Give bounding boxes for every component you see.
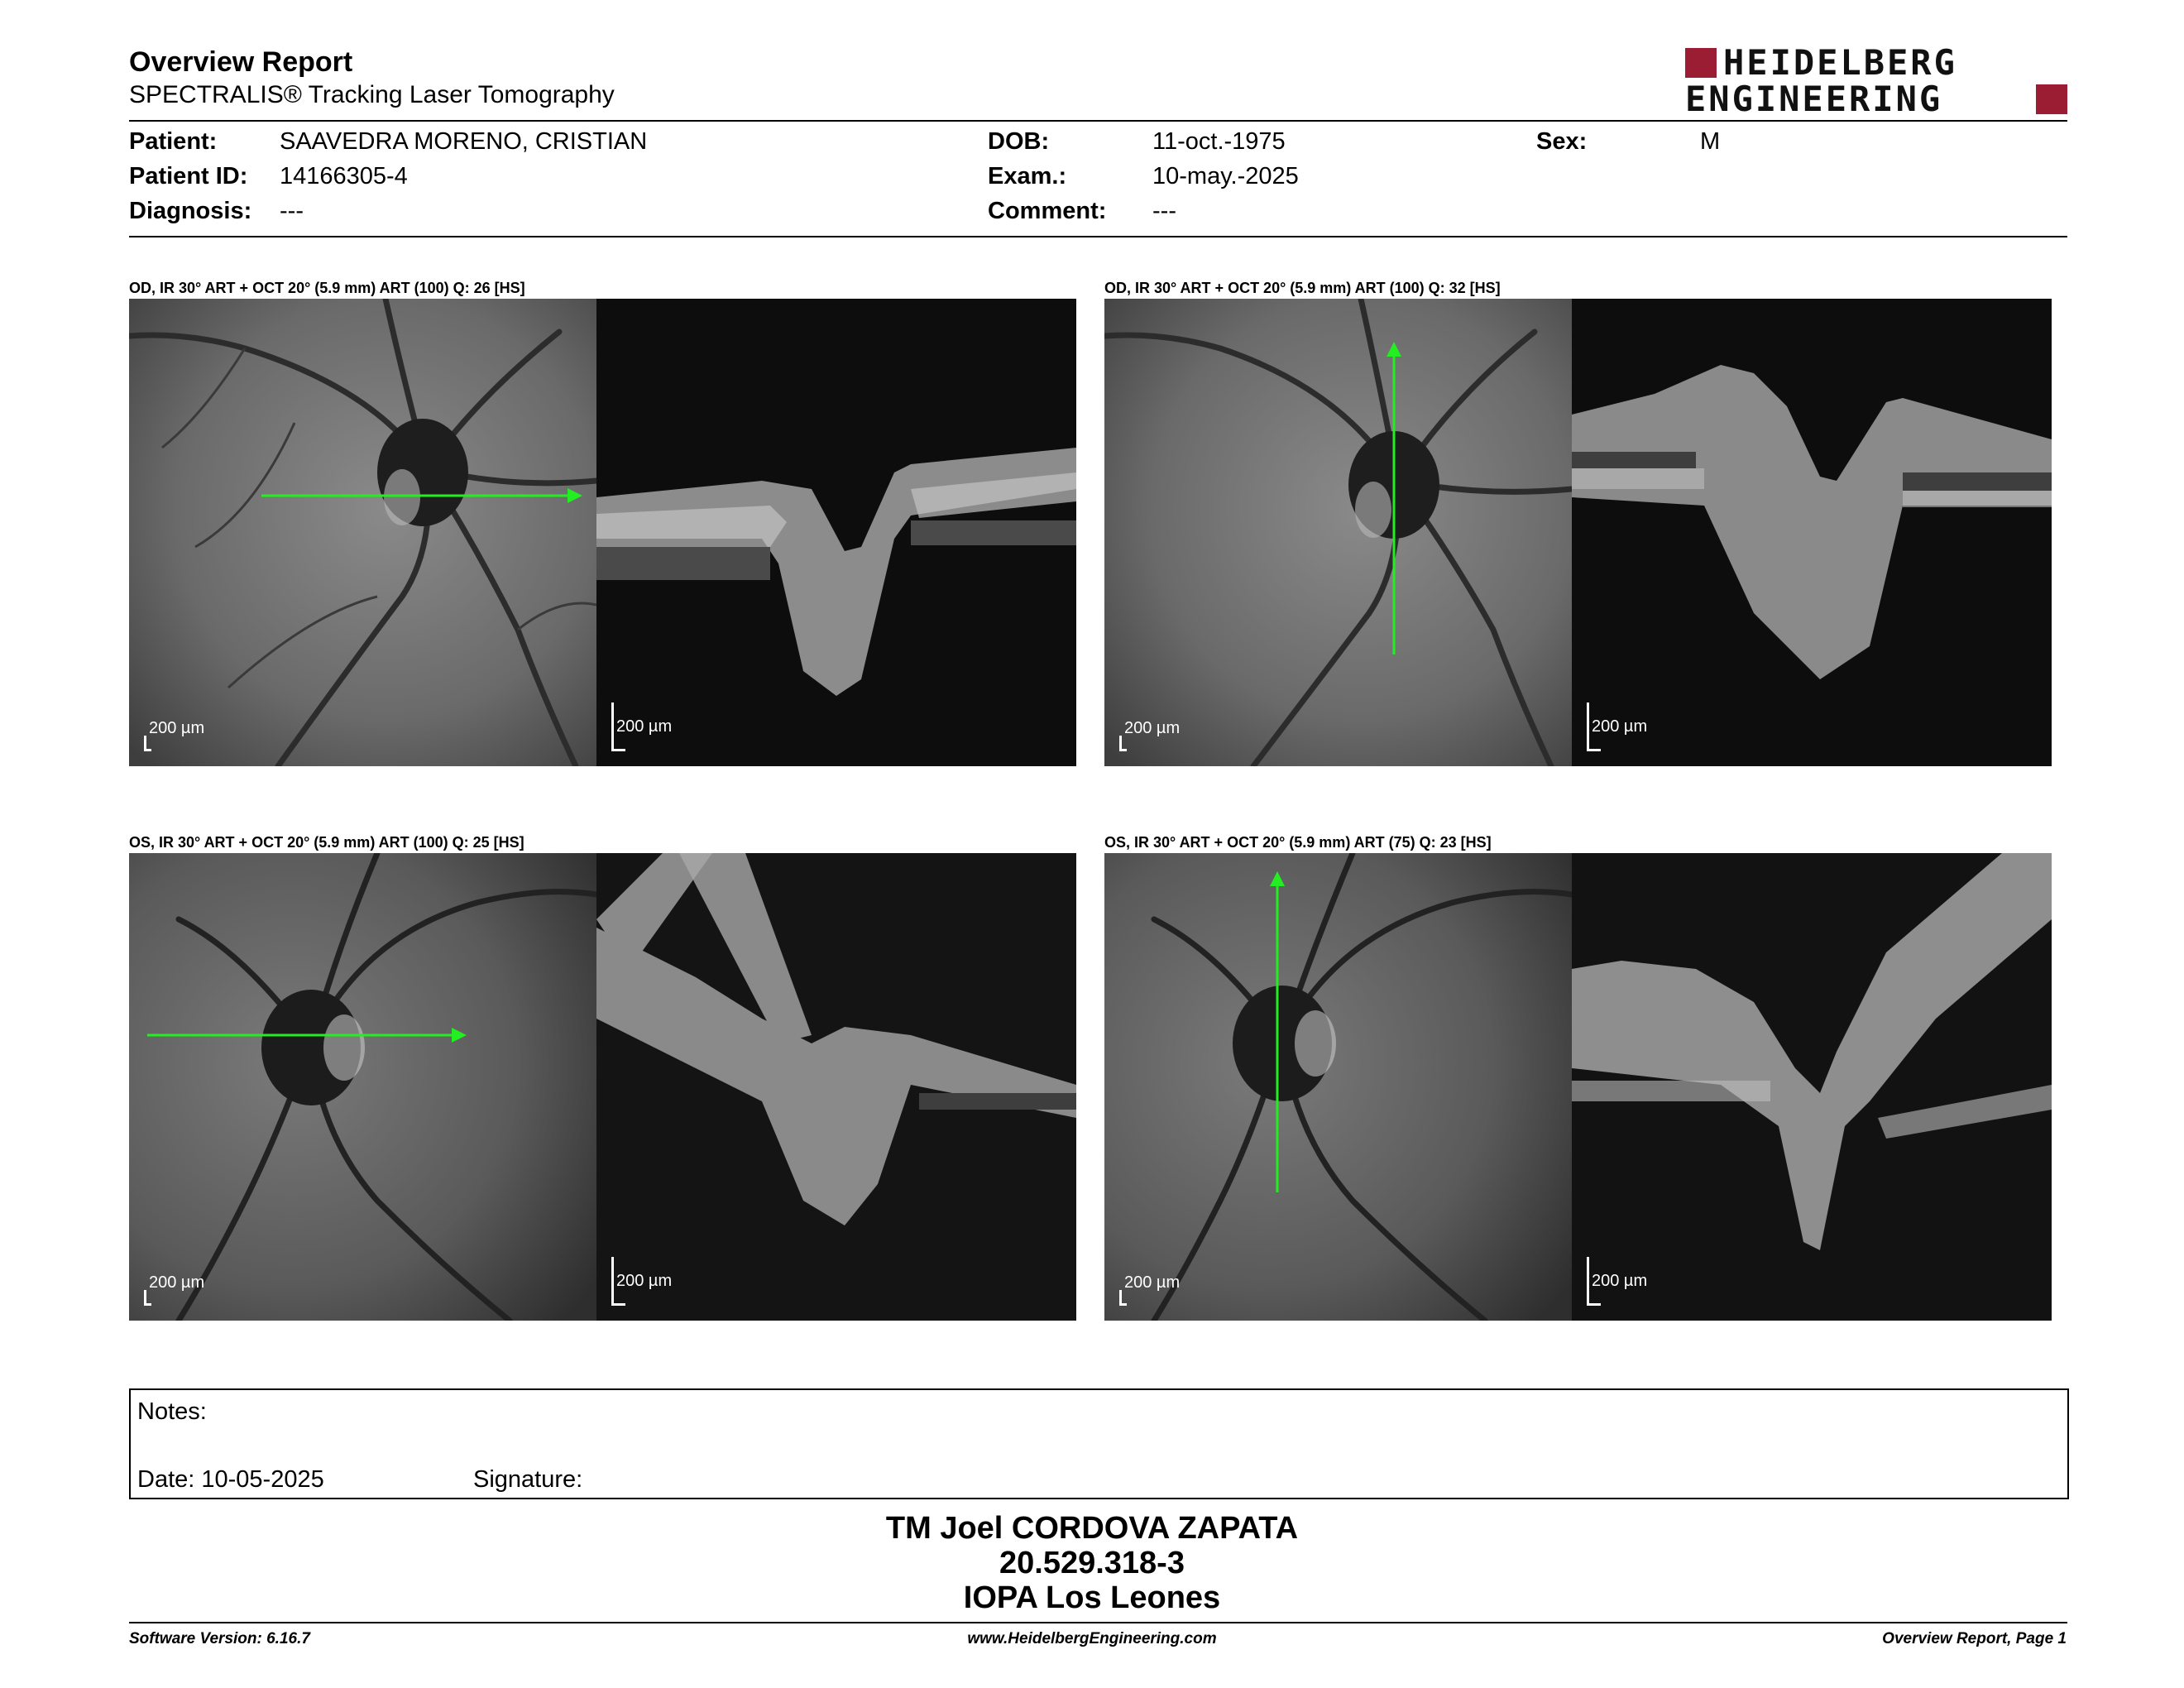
heidelberg-logo: [1685, 42, 2067, 119]
fundus-image: [129, 853, 596, 1321]
report-subtitle: SPECTRALIS® Tracking Laser Tomography: [129, 81, 615, 108]
fundus-image: [1104, 853, 1572, 1321]
patient-divider: [129, 236, 2067, 237]
signer-name: TM Joel CORDOVA ZAPATA: [885, 1511, 1299, 1546]
scale-bar: 200 µm: [144, 1287, 199, 1306]
diagnosis-label: Diagnosis:: [129, 198, 252, 224]
logo-line-2: ENGINEERING: [1685, 79, 1943, 119]
diagnosis-value: ---: [280, 198, 304, 224]
fundus-image: [129, 299, 596, 766]
scale-bar: 200 µm: [1119, 1287, 1175, 1306]
scale-bar: 200 µm: [144, 732, 199, 751]
fundus-image: [1104, 299, 1572, 766]
page-indicator: Overview Report, Page 1: [1882, 1630, 2067, 1647]
logo-line-1: HEIDELBERG: [1723, 42, 1957, 83]
scale-bar: 200 µm: [1587, 732, 1642, 751]
scan-caption: OD, IR 30° ART + OCT 20° (5.9 mm) ART (100) Q: 26 [HS]: [129, 280, 525, 296]
patient-name: SAAVEDRA MORENO, CRISTIAN: [280, 128, 648, 155]
patient-id: 14166305-4: [280, 163, 408, 189]
date-label: Date: 10-05-2025: [137, 1466, 324, 1493]
scan-caption: OS, IR 30° ART + OCT 20° (5.9 mm) ART (75) Q: 23 [HS]: [1104, 834, 1492, 851]
comment-value: ---: [1152, 198, 1176, 224]
patient-label: Patient:: [129, 128, 218, 155]
sex-value: M: [1700, 128, 1721, 155]
notes-label: Notes:: [137, 1398, 207, 1425]
scale-bar: 200 µm: [1119, 732, 1175, 751]
scale-bar: 200 µm: [611, 732, 667, 751]
signature-label: Signature:: [473, 1466, 583, 1493]
report-title: Overview Report: [129, 46, 353, 78]
logo-square-bottom: [2036, 84, 2067, 114]
logo-square-top: [1685, 48, 1717, 78]
exam-label: Exam.:: [988, 163, 1067, 189]
oct-bscan: [596, 853, 1076, 1321]
dob-label: DOB:: [988, 128, 1050, 155]
header-divider: [129, 120, 2067, 122]
oct-bscan: [1572, 853, 2052, 1321]
signer-id: 20.529.318-3: [999, 1546, 1185, 1580]
oct-bscan: [1572, 299, 2052, 766]
scan-caption: OS, IR 30° ART + OCT 20° (5.9 mm) ART (100) Q: 25 [HS]: [129, 834, 524, 851]
footer-divider: [129, 1622, 2067, 1623]
dob-value: 11-oct.-1975: [1152, 128, 1286, 155]
comment-label: Comment:: [988, 198, 1107, 224]
signer-institution: IOPA Los Leones: [963, 1580, 1221, 1615]
patient-id-label: Patient ID:: [129, 163, 248, 189]
sex-label: Sex:: [1536, 128, 1588, 155]
notes-box: [129, 1388, 2069, 1499]
scan-caption: OD, IR 30° ART + OCT 20° (5.9 mm) ART (100) Q: 32 [HS]: [1104, 280, 1501, 296]
scale-bar: 200 µm: [1587, 1287, 1642, 1306]
oct-bscan: [596, 299, 1076, 766]
exam-date: 10-may.-2025: [1152, 163, 1299, 189]
website-link[interactable]: www.HeidelbergEngineering.com: [967, 1630, 1217, 1647]
software-version: Software Version: 6.16.7: [129, 1630, 310, 1647]
scale-bar: 200 µm: [611, 1287, 667, 1306]
